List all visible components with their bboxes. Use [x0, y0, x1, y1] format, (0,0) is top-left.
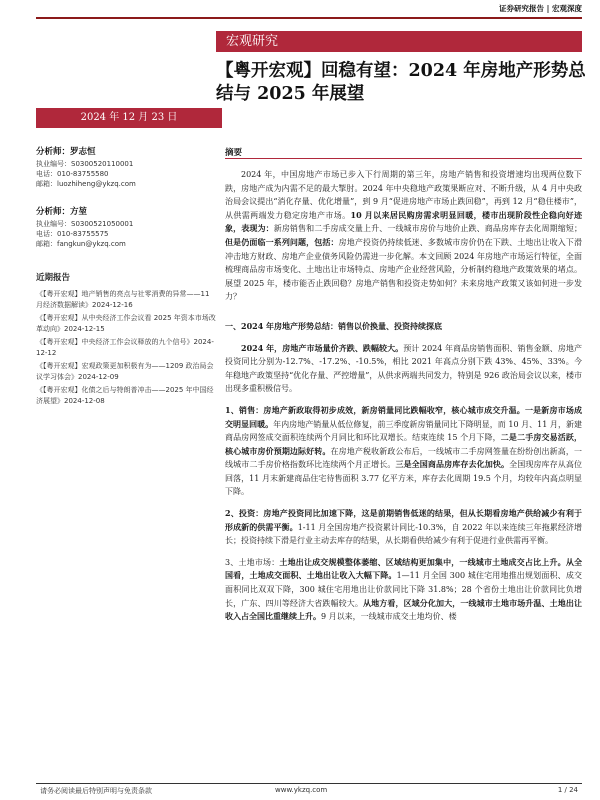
text-run-bold: 土地出让成交规模整体萎缩、区域结构更加集中，一线城市土地成交占比上升。从全国看，土地成交面积、土地出让收入大幅下降。	[225, 556, 583, 581]
report-category-label: 证券研究报告 | 宏观深度	[499, 4, 582, 13]
text-run-bold: 但是仍面临一系列问题，包括：	[225, 236, 339, 247]
abstract-paragraph	[225, 342, 582, 396]
abstract-body	[225, 168, 582, 632]
text-run: 在房地产税收新政公布后，一线城市二手房网签量在纷纷创出新高，一线城市二手房价格指数环比连续两个月正增长。	[225, 446, 583, 470]
page-number: 1 / 24	[557, 786, 578, 794]
text-run: 全国现房库存从高位回落，11 月末新建商品住宅待售面积 3.77 亿平方米，库存去化周期 19.5 个月，均较年内高点明显下降。	[225, 460, 583, 497]
analyst-cert: 执业编号：S0300520110001	[36, 160, 134, 168]
text-run-bold: 2024 年，房地产市场量价齐跌、跌幅较大。	[241, 342, 404, 353]
analyst-email[interactable]: 邮箱：luozhiheng@ykzq.com	[36, 180, 136, 188]
analyst-email[interactable]: 邮箱：fangkun@ykzq.com	[36, 240, 126, 248]
text-run: 2024 年，中国房地产市场已步入下行周期的第三年，房地产销售和投资增速均出现两位数下跌，房地产成为内需不足的最大掣肘。2024 年中央稳地产政策果断应对、不断升级，从 4 月中央政治局会议提出“消化存量、优化增量”，到 9 月“促进房地产市场止跌回稳”，再到 12 月“稳住楼市”，从供需两端发力稳定房地产市场。	[225, 170, 582, 220]
text-run-bold: 从地方看，区域分化加大，一线城市土地市场升温、土地出让收入占全国比重继续上升。	[225, 597, 583, 622]
analyst-name: 分析师：罗志恒	[36, 147, 96, 157]
recent-report-link[interactable]: 《【粤开宏观】中央经济工作会议释放的九个信号》2024-12-12	[36, 338, 214, 357]
analyst-phone: 电话：010-83755575	[36, 230, 109, 238]
text-run: 3、土地市场：	[225, 557, 280, 567]
report-type-banner: 宏观研究	[216, 31, 582, 52]
footer-website[interactable]: www.ykzq.com	[275, 786, 328, 794]
section-heading: 一、2024 年房地产形势总结：销售以价换量、投资持续探底	[225, 320, 443, 331]
analyst-phone: 电话：010-83755580	[36, 170, 109, 178]
footer-disclaimer[interactable]: 请务必阅读最后特别声明与免责条款	[40, 787, 152, 795]
text-run: 1-11 月全国房地产投资累计同比-10.3%，自 2022 年以来连续三年拖累经济增长；投资持续下滑是行业主动去库存的结果，从长期看供给减少有利于促进行业供需再平衡。	[225, 522, 583, 546]
recent-report-link[interactable]: 《【粤开宏观】化债之后与特朗普冲击——2025 年中国经济展望》2024-12-08	[36, 386, 214, 405]
top-bar	[0, 0, 600, 18]
page-title: 【粤开宏观】回稳有望：2024 年房地产形势总结与 2025 年展望	[216, 61, 586, 104]
abstract-paragraph	[225, 507, 582, 548]
abstract-heading: 摘要	[225, 148, 243, 158]
analyst-block	[36, 145, 216, 189]
text-run: 9 月以来，一线城市成交土地均价、楼	[321, 612, 457, 622]
text-run-bold: 2、投资：房地产投资同比加速下降，这是前期销售低迷的结果，但从长期看房地产供给减少有利于形成新的供需平衡。	[225, 508, 582, 532]
sidebar	[36, 145, 216, 409]
top-rule	[36, 17, 582, 19]
abstract-paragraph	[225, 168, 582, 304]
analyst-name: 分析师：方堃	[36, 207, 88, 217]
recent-report-link[interactable]: 《【粤开宏观】地产销售的亮点与社零消费的异常——11 月经济数据解读》2024-12-16	[36, 290, 210, 309]
text-run: 房地产投资仍持续低迷、多数城市房价仍在下跌、土地出让收入下滑冲击地方财政、房地产企业债务风险仍需进一步化解。本文回顾 2024 年房地产市场运行特征，全面梳理商品房市场变化、土地出让市场特点、房地产企业经营风险，分析制约稳地产政策效果的堵点。展望 2025 年，楼市能否止跌回稳？房地产销售和投资走势如何？未来房地产政策又该如何进一步发力？	[225, 237, 583, 302]
text-run: 预计 2024 年商品房销售面积、销售金额、房地产投资同比分别为-12.7%、-17.2%、-10.5%，相比 2021 年高点分别下跌 43%、45%、33%。今年稳地产政策坚持“优化存量、严控增量”，从供求两端共同发力，特别是 926 政治局会议以来，楼市出现多重积极信号。	[225, 343, 582, 394]
abstract-paragraph	[225, 556, 582, 624]
text-run: 新房销售和二手房成交量上升、一线城市房价与地价止跌、商品房库存去化周期缩短；	[273, 224, 583, 234]
text-run: 1—11 月全国 300 城住宅用地推出规划面积、成交面积同比双双下降，300 城住宅用地出让价款同比下降 31.8%；28 个省份土地出让价款同比负增长，广东、四川等经济大省跌幅较大。	[225, 571, 583, 608]
text-run: 年内房地产销量从低位修复，前三季度新房销量同比下降明显，而 10 月、11 月，新建商品房网签成交面积连续两个月同比和环比双增长。结束连续 15 个月下降，	[225, 419, 582, 443]
footer-rule	[36, 783, 582, 784]
recent-reports-heading: 近期报告	[36, 273, 71, 283]
text-run-bold: 二是二手房交易活跃，核心城市房价预期边际好转。	[225, 432, 582, 456]
text-run-bold: 10 月以来居民购房需求明显回暖，楼市出现阶段性企稳向好迹象，表现为：	[225, 209, 582, 234]
abstract-paragraph	[225, 404, 582, 499]
recent-report-link[interactable]: 《【粤开宏观】宏观政策更加积极有为——1209 政治局会议学习体会》2024-12-09	[36, 362, 214, 381]
abstract-rule	[225, 158, 582, 159]
report-date: 2024 年 12 月 23 日	[36, 108, 222, 128]
text-run-bold: 一是新房市场成交明显回暖。	[225, 404, 582, 429]
text-run-bold: 1、销售：房地产新政取得初步成效，新房销量同比跌幅收窄，核心城市成交升温。	[225, 404, 525, 415]
analyst-block	[36, 205, 216, 249]
analyst-cert: 执业编号：S0300521050001	[36, 220, 134, 228]
recent-report-link[interactable]: 《【粤开宏观】从中央经济工作会议看 2025 年资本市场改革动向》2024-12-15	[36, 314, 216, 333]
text-run-bold: 三是全国商品房库存去化加快。	[395, 459, 510, 470]
